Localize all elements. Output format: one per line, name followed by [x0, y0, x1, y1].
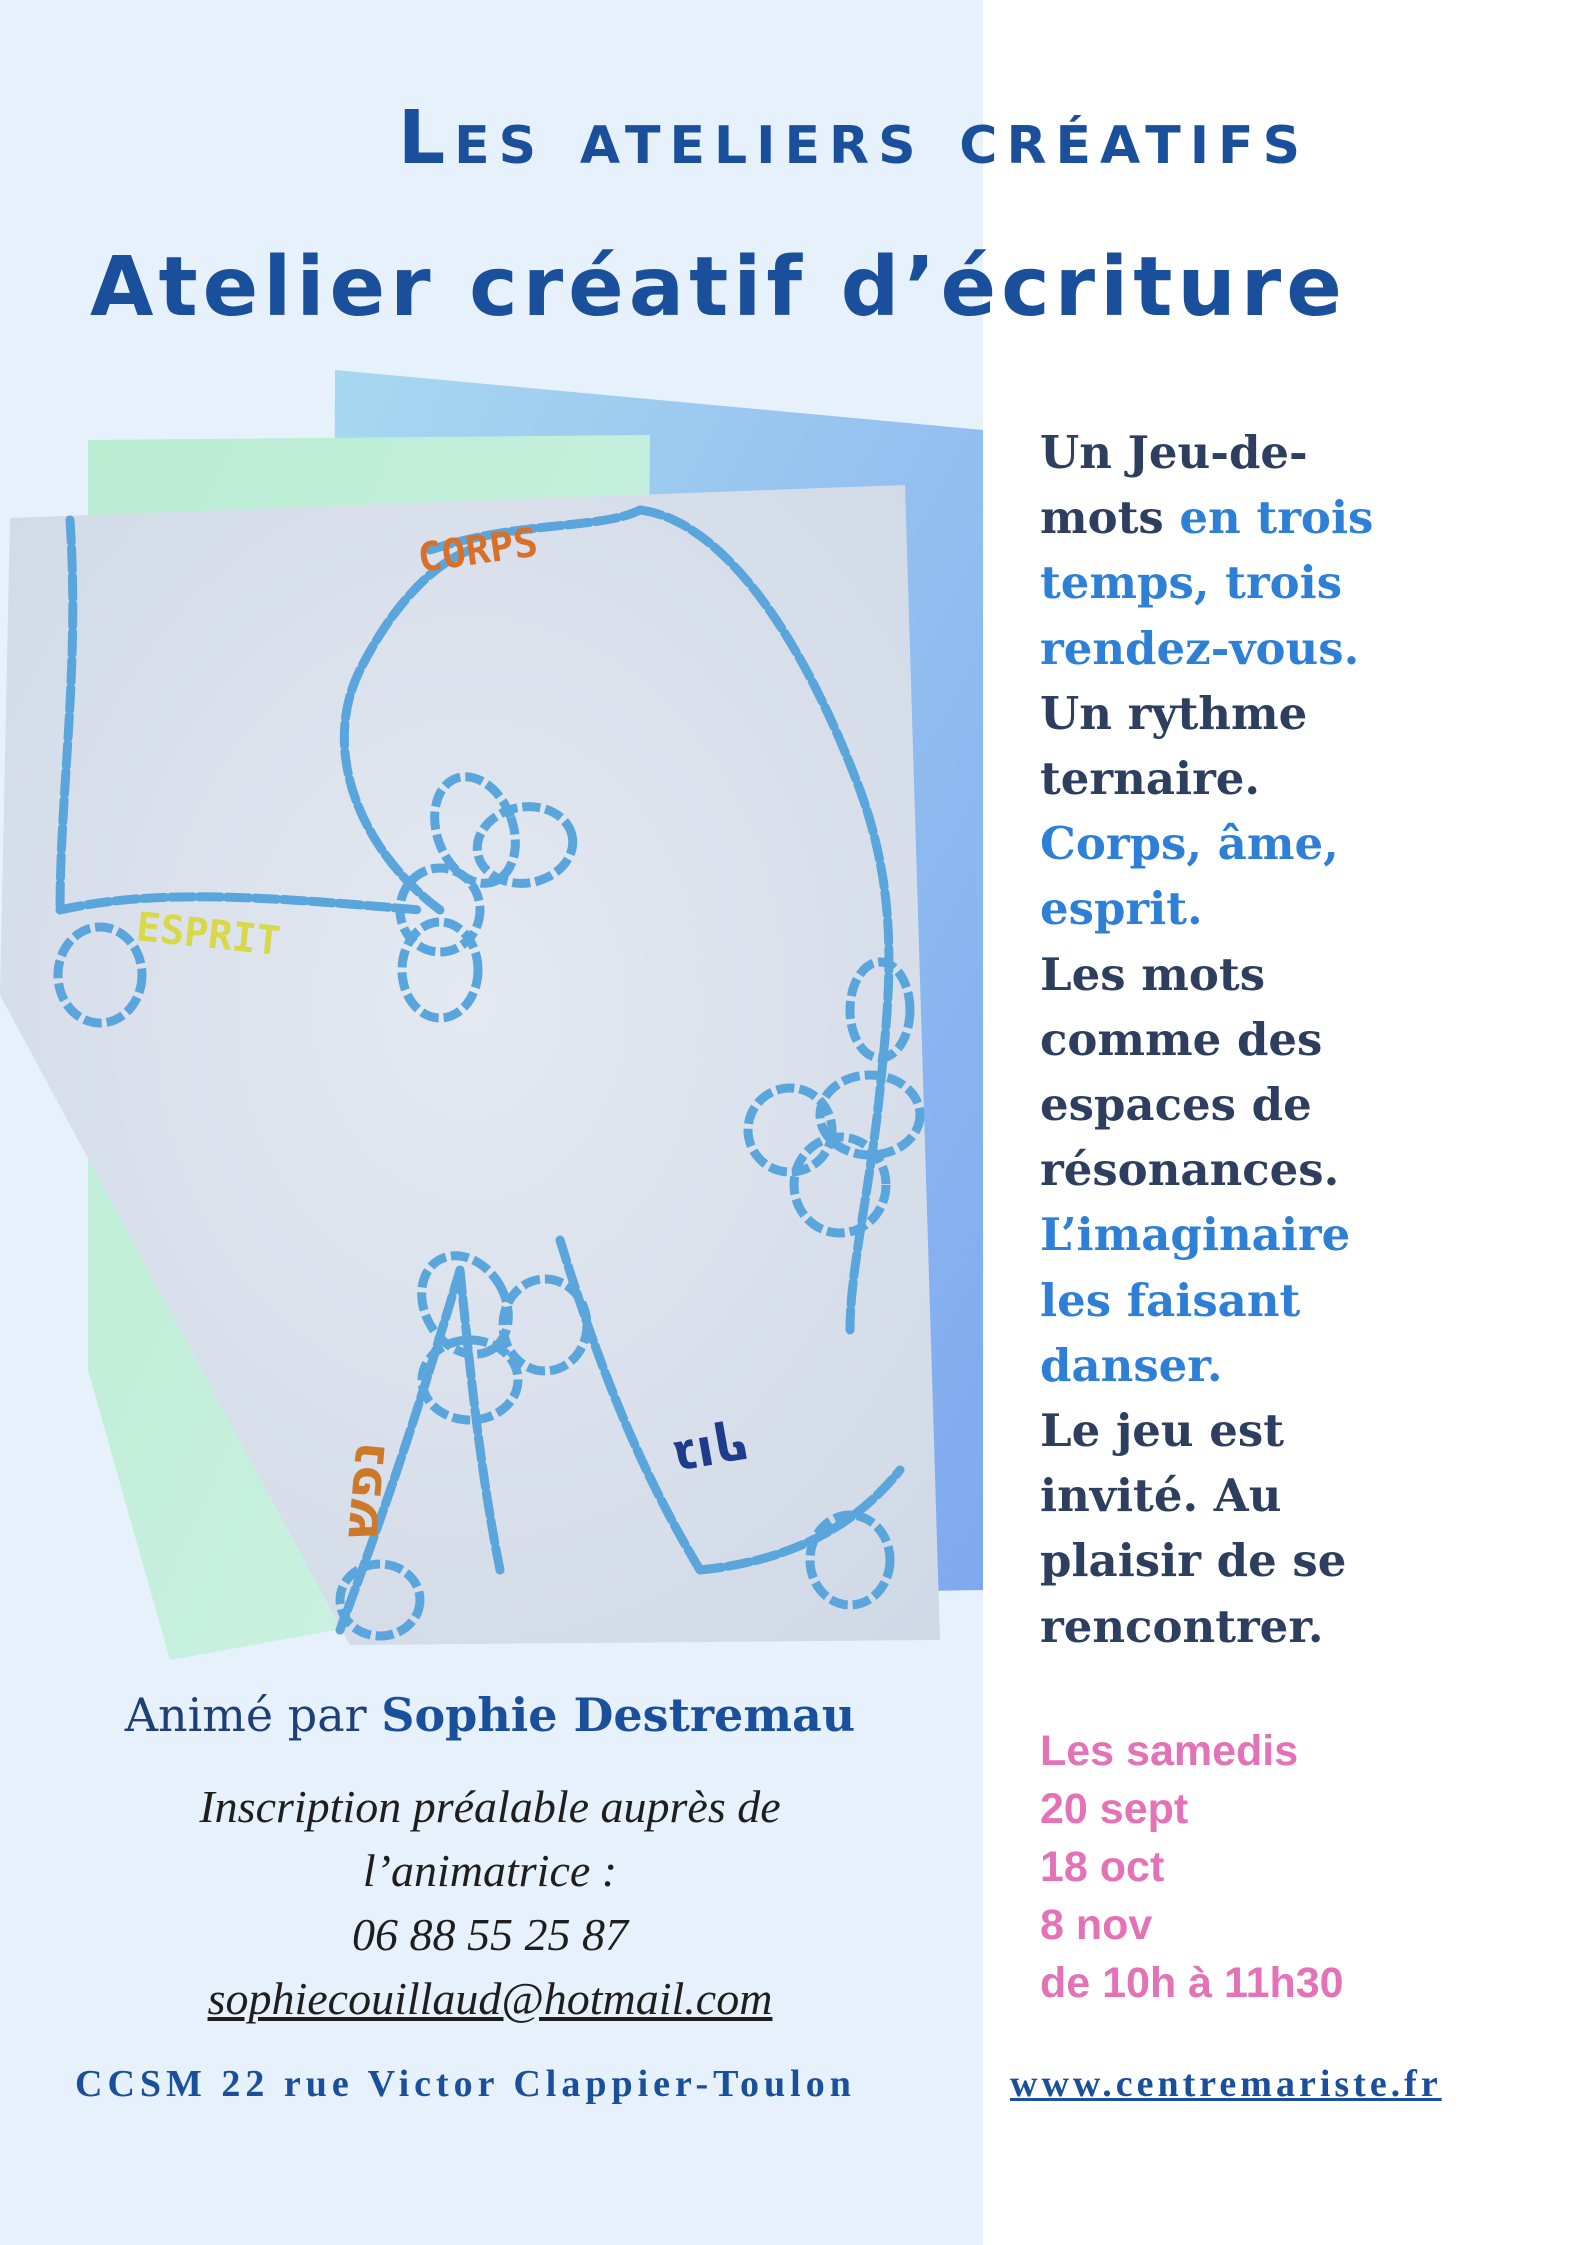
- website-link[interactable]: www.centremariste.fr: [1010, 2063, 1442, 2105]
- animator-prefix: Animé par: [124, 1688, 382, 1742]
- embroidery-photo: [0, 370, 983, 1660]
- poem-line: [1040, 1268, 1560, 1333]
- poem-line: [1040, 1333, 1560, 1398]
- poem-fragment: en trois: [1179, 491, 1374, 545]
- poem-fragment: Les mots: [1040, 947, 1266, 1001]
- poem-fragment: résonances.: [1040, 1143, 1340, 1197]
- poem-line: [1040, 1463, 1560, 1528]
- poem-line: [1040, 1594, 1560, 1659]
- date-3: 8 nov: [1040, 1901, 1153, 1949]
- word-hebrew-blue: גוף: [669, 1417, 755, 1490]
- inscription-line-1: Inscription préalable auprès de: [199, 1781, 781, 1832]
- poem-line: [1040, 681, 1560, 746]
- poem-line: [1040, 1137, 1560, 1202]
- poem-fragment: mots: [1040, 491, 1180, 545]
- poem-fragment: comme des: [1040, 1012, 1323, 1066]
- poem-fragment: Un Jeu-de-: [1040, 426, 1308, 479]
- animator-name: Sophie Destremau: [381, 1688, 856, 1742]
- poem-fragment: rendez-vous.: [1040, 621, 1360, 675]
- animator-line: [40, 1688, 940, 1742]
- poem-line: [1040, 550, 1560, 615]
- series-title-text: Les ateliers créatifs: [397, 95, 1310, 181]
- email-link[interactable]: sophiecouillaud@hotmail.com: [207, 1973, 773, 2024]
- poem-fragment: les faisant: [1040, 1273, 1301, 1327]
- poem-line: [1040, 1398, 1560, 1463]
- poem-line: [1040, 1202, 1560, 1267]
- dates-block: [1040, 1722, 1344, 2012]
- poem-fragment: esprit.: [1040, 882, 1203, 936]
- poem-line: [1040, 746, 1560, 811]
- poem-fragment: Corps, âme,: [1040, 817, 1339, 871]
- word-corps: CORPS: [414, 519, 541, 582]
- poem-line: [1040, 1072, 1560, 1137]
- date-2: 18 oct: [1040, 1843, 1165, 1891]
- poem-fragment: rencontrer.: [1040, 1599, 1324, 1653]
- word-esprit: ESPRIT: [133, 904, 283, 966]
- poem-fragment: L’imaginaire: [1040, 1208, 1351, 1262]
- poem-line: [1040, 942, 1560, 1007]
- time-range: de 10h à 11h30: [1040, 1959, 1344, 2007]
- poem-line: [1040, 876, 1560, 941]
- artwork-collage: [0, 370, 983, 1660]
- poem-fragment: Un rythme: [1040, 686, 1308, 740]
- poem-fragment: danser.: [1040, 1338, 1223, 1392]
- workshop-title: Atelier créatif d’écriture: [90, 240, 1347, 335]
- dates-label: Les samedis: [1040, 1727, 1299, 1775]
- poem-fragment: Le jeu est: [1040, 1404, 1284, 1458]
- poem-fragment: plaisir de se: [1040, 1534, 1347, 1588]
- poem-fragment: temps, trois: [1040, 556, 1343, 610]
- word-hebrew-orange: נפש: [329, 1438, 398, 1541]
- poem-line: [1040, 1007, 1560, 1072]
- poem-line: [1040, 1528, 1560, 1593]
- poem-fragment: invité. Au: [1040, 1469, 1282, 1523]
- poem-line: [1040, 485, 1560, 550]
- date-1: 20 sept: [1040, 1785, 1189, 1833]
- series-title: [0, 95, 1587, 181]
- poem-fragment: ternaire.: [1040, 752, 1261, 806]
- poem-fragment: espaces de: [1040, 1078, 1312, 1132]
- poem-line: [1040, 420, 1560, 485]
- inscription-line-2: l’animatrice :: [362, 1845, 618, 1896]
- poem-block: [1040, 420, 1560, 1659]
- poem-line: [1040, 616, 1560, 681]
- phone-number: 06 88 55 25 87: [352, 1909, 628, 1960]
- address: CCSM 22 rue Victor Clappier-Toulon: [75, 2063, 856, 2105]
- inscription-block: [40, 1775, 940, 2031]
- poem-line: [1040, 811, 1560, 876]
